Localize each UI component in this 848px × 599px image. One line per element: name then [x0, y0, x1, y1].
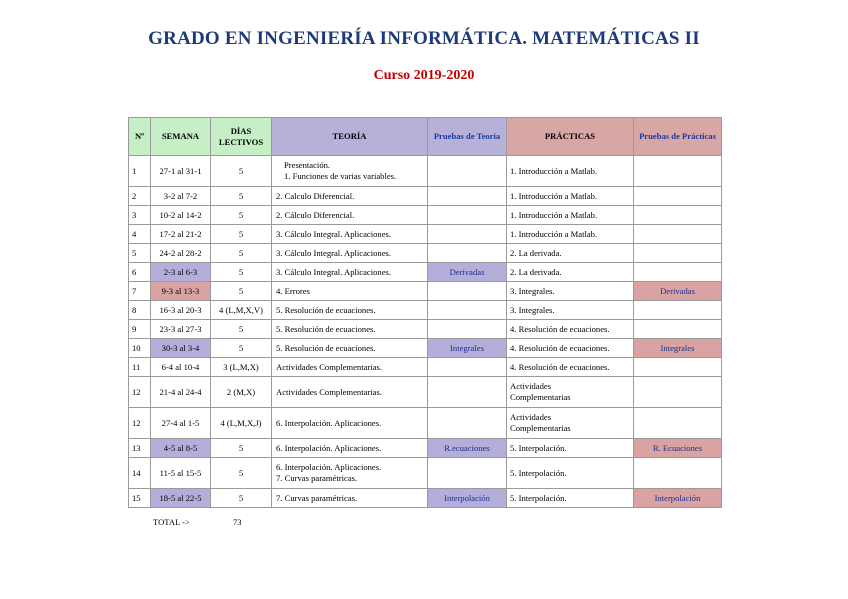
week-cell: 2-3 al 6-3: [151, 263, 211, 282]
table-row: [129, 339, 722, 358]
theory-cell: 4. Errores: [272, 282, 428, 301]
practice-cell: 5. Interpolación.: [507, 458, 634, 489]
row-number-cell: 12: [129, 377, 151, 408]
days-cell: 5: [211, 244, 272, 263]
practice-cell: 4. Resolución de ecuaciones.: [507, 358, 634, 377]
table-row: [129, 358, 722, 377]
table-row: [129, 489, 722, 508]
practice-cell: 3. Integrales.: [507, 301, 634, 320]
days-cell: 5: [211, 282, 272, 301]
header-pruebas-teoria: Pruebas de Teoría: [428, 118, 507, 156]
practice-test-cell: [634, 263, 722, 282]
practice-test-cell: [634, 377, 722, 408]
practice-test-cell: [634, 320, 722, 339]
practice-cell: 2. La derivada.: [507, 244, 634, 263]
header-dias: DÍAS LECTIVOS: [211, 118, 272, 156]
table-row: [129, 156, 722, 187]
week-cell: 21-4 al 24-4: [151, 377, 211, 408]
theory-test-cell: [428, 206, 507, 225]
theory-cell: 3. Cálculo Integral. Aplicaciones.: [272, 225, 428, 244]
practice-test-cell: [634, 156, 722, 187]
table-row: [129, 282, 722, 301]
days-cell: 3 (L,M,X): [211, 358, 272, 377]
days-cell: 5: [211, 320, 272, 339]
days-cell: 5: [211, 458, 272, 489]
theory-test-cell: [428, 225, 507, 244]
practice-cell: Actividades Complementarias: [507, 377, 634, 408]
theory-cell: 6. Interpolación. Aplicaciones.: [272, 439, 428, 458]
practice-test-cell: R. Ecuaciones: [634, 439, 722, 458]
practice-test-cell: [634, 187, 722, 206]
theory-cell: Actividades Complementarias.: [272, 377, 428, 408]
schedule-table: [128, 117, 722, 508]
days-cell: 5: [211, 225, 272, 244]
days-cell: 5: [211, 439, 272, 458]
theory-cell: 7. Curvas paramétricas.: [272, 489, 428, 508]
practice-cell: Actividades Complementarias: [507, 408, 634, 439]
week-cell: 18-5 al 22-5: [151, 489, 211, 508]
theory-test-cell: [428, 358, 507, 377]
row-number-cell: 3: [129, 206, 151, 225]
practice-test-cell: [634, 458, 722, 489]
table-row: [129, 244, 722, 263]
table-row: [129, 206, 722, 225]
practice-test-cell: Derivadas: [634, 282, 722, 301]
theory-test-cell: [428, 282, 507, 301]
table-row: [129, 458, 722, 489]
total-label: TOTAL ->: [153, 517, 190, 527]
practice-test-cell: [634, 206, 722, 225]
header-row: [129, 118, 722, 156]
row-number-cell: 4: [129, 225, 151, 244]
days-cell: 5: [211, 206, 272, 225]
week-cell: 10-2 al 14-2: [151, 206, 211, 225]
theory-cell: 2. Calculo Diferencial.: [272, 187, 428, 206]
practice-test-cell: Integrales: [634, 339, 722, 358]
week-cell: 9-3 al 13-3: [151, 282, 211, 301]
row-number-cell: 12: [129, 408, 151, 439]
row-number-cell: 5: [129, 244, 151, 263]
practice-cell: 5. Interpolación.: [507, 439, 634, 458]
theory-cell: 5. Resolución de ecuaciones.: [272, 301, 428, 320]
theory-cell: 5. Resolución de ecuaciones.: [272, 320, 428, 339]
practice-test-cell: [634, 225, 722, 244]
practice-cell: 1. Introducción a Matlab.: [507, 225, 634, 244]
week-cell: 6-4 al 10-4: [151, 358, 211, 377]
practice-cell: 4. Resolución de ecuaciones.: [507, 320, 634, 339]
theory-cell: 3. Cálculo Integral. Aplicaciones.: [272, 263, 428, 282]
practice-cell: 1. Introducción a Matlab.: [507, 156, 634, 187]
row-number-cell: 15: [129, 489, 151, 508]
days-cell: 4 (L,M,X,J): [211, 408, 272, 439]
theory-cell: Presentación. 1. Funciones de varias variables.: [272, 156, 428, 187]
practice-test-cell: Interpolación: [634, 489, 722, 508]
theory-test-cell: [428, 301, 507, 320]
document-subtitle: Curso 2019-2020: [373, 68, 475, 83]
row-number-cell: 14: [129, 458, 151, 489]
days-cell: 5: [211, 187, 272, 206]
theory-test-cell: [428, 408, 507, 439]
week-cell: 11-5 al 15-5: [151, 458, 211, 489]
document-title: GRADO EN INGENIERÍA INFORMÁTICA. MATEMÁTICAS II: [148, 28, 700, 49]
header-num: Nº: [129, 118, 151, 156]
row-number-cell: 10: [129, 339, 151, 358]
table-row: [129, 320, 722, 339]
row-number-cell: 6: [129, 263, 151, 282]
practice-cell: 5. Interpolación.: [507, 489, 634, 508]
table-row: [129, 377, 722, 408]
table-row: [129, 225, 722, 244]
week-cell: 17-2 al 21-2: [151, 225, 211, 244]
practice-cell: 2. La derivada.: [507, 263, 634, 282]
theory-test-cell: [428, 244, 507, 263]
row-number-cell: 7: [129, 282, 151, 301]
week-cell: 16-3 al 20-3: [151, 301, 211, 320]
table-row: [129, 301, 722, 320]
table-row: [129, 263, 722, 282]
days-cell: 2 (M,X): [211, 377, 272, 408]
week-cell: 27-1 al 31-1: [151, 156, 211, 187]
practice-test-cell: [634, 408, 722, 439]
theory-test-cell: [428, 156, 507, 187]
days-cell: 5: [211, 489, 272, 508]
header-semana: SEMANA: [151, 118, 211, 156]
practice-cell: 1. Introducción a Matlab.: [507, 187, 634, 206]
row-number-cell: 9: [129, 320, 151, 339]
row-number-cell: 1: [129, 156, 151, 187]
table-row: [129, 408, 722, 439]
theory-cell: 6. Interpolación. Aplicaciones. 7. Curvas paramétricas.: [272, 458, 428, 489]
practice-cell: 1. Introducción a Matlab.: [507, 206, 634, 225]
practice-test-cell: [634, 358, 722, 377]
practice-cell: 4. Resolución de ecuaciones.: [507, 339, 634, 358]
theory-test-cell: [428, 458, 507, 489]
week-cell: 24-2 al 28-2: [151, 244, 211, 263]
header-practicas: PRÁCTICAS: [507, 118, 634, 156]
days-cell: 5: [211, 263, 272, 282]
theory-test-cell: Interpolación: [428, 489, 507, 508]
week-cell: 23-3 al 27-3: [151, 320, 211, 339]
table-row: [129, 439, 722, 458]
theory-test-cell: [428, 187, 507, 206]
row-number-cell: 13: [129, 439, 151, 458]
theory-test-cell: [428, 377, 507, 408]
theory-cell: 3. Cálculo Integral. Aplicaciones.: [272, 244, 428, 263]
week-cell: 27-4 al 1-5: [151, 408, 211, 439]
theory-cell: 2. Cálculo Diferencial.: [272, 206, 428, 225]
theory-test-cell: Integrales: [428, 339, 507, 358]
week-cell: 30-3 al 3-4: [151, 339, 211, 358]
row-number-cell: 2: [129, 187, 151, 206]
header-pruebas-practicas: Pruebas de Prácticas: [634, 118, 722, 156]
week-cell: 4-5 al 8-5: [151, 439, 211, 458]
week-cell: 3-2 al 7-2: [151, 187, 211, 206]
theory-test-cell: Derivadas: [428, 263, 507, 282]
practice-test-cell: [634, 301, 722, 320]
table-row: [129, 187, 722, 206]
days-cell: 5: [211, 156, 272, 187]
theory-cell: Actividades Complementarias.: [272, 358, 428, 377]
theory-test-cell: R.ecuaciones: [428, 439, 507, 458]
practice-test-cell: [634, 244, 722, 263]
row-number-cell: 11: [129, 358, 151, 377]
total-value: 73: [233, 517, 242, 527]
practice-cell: 3. Integrales.: [507, 282, 634, 301]
row-number-cell: 8: [129, 301, 151, 320]
days-cell: 5: [211, 339, 272, 358]
theory-cell: 6. Interpolación. Aplicaciones.: [272, 408, 428, 439]
theory-test-cell: [428, 320, 507, 339]
days-cell: 4 (L,M,X,V): [211, 301, 272, 320]
header-teoria: TEORÍA: [272, 118, 428, 156]
theory-cell: 5. Resolución de ecuaciones.: [272, 339, 428, 358]
